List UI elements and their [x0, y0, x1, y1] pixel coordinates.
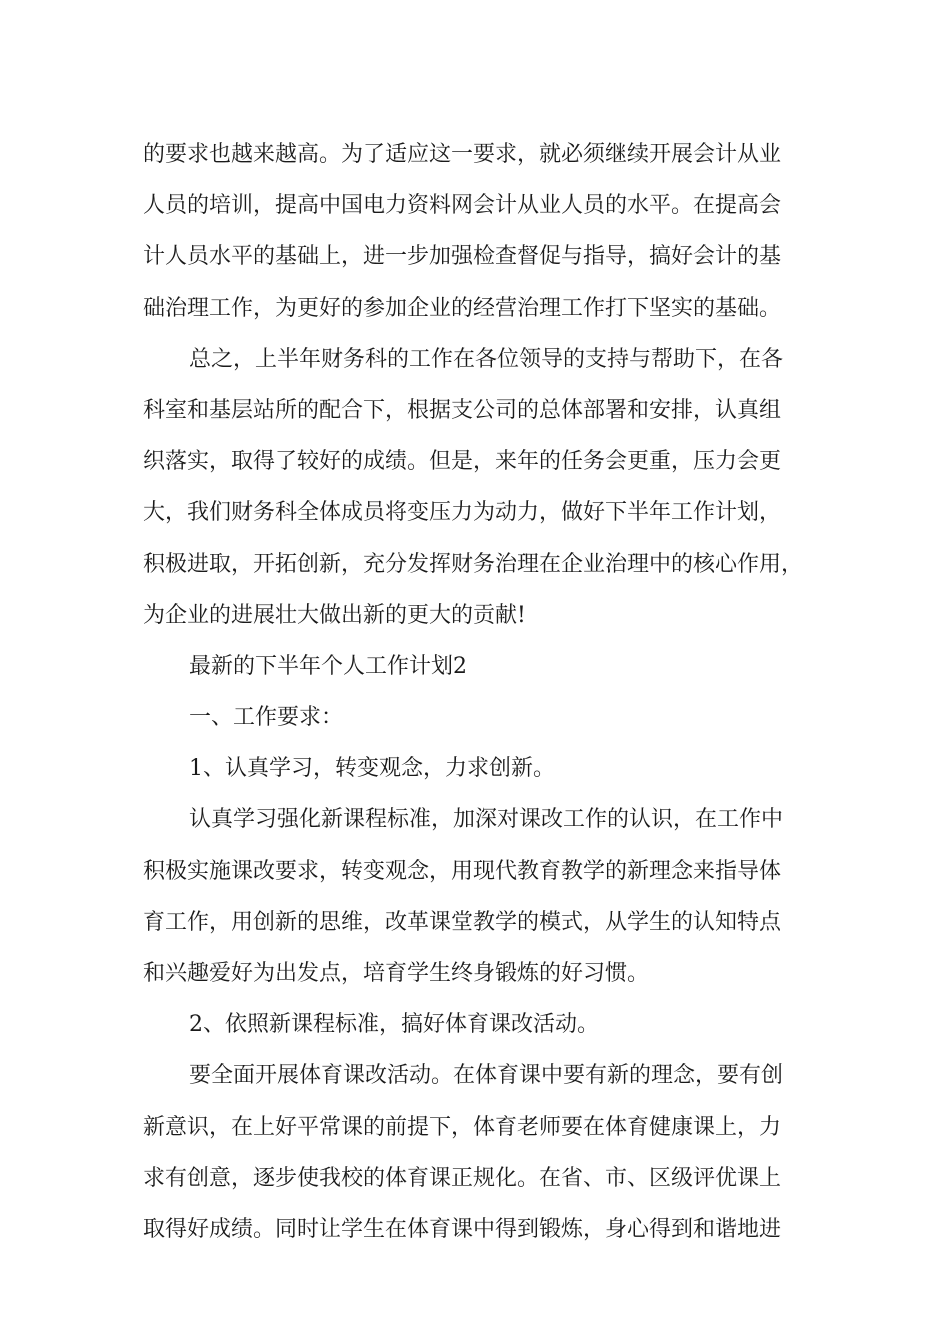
- body-line: 为企业的进展壮大做出新的更大的贡献!: [143, 602, 526, 628]
- body-line: 积极实施课改要求，转变观念，用现代教育教学的新理念来指导体: [143, 858, 782, 884]
- body-line: 和兴趣爱好为出发点，培育学生终身锻炼的好习惯。: [143, 961, 650, 986]
- body-line: 科室和基层站所的配合下，根据支公司的总体部署和安排，认真组: [143, 397, 782, 423]
- body-line: 人员的培训，提高中国电力资料网会计从业人员的水平。在提高会: [143, 193, 782, 219]
- body-line: 的要求也越来越高。为了适应这一要求，就必须继续开展会计从业: [143, 142, 782, 167]
- body-line: 育工作，用创新的思维，改革课堂教学的模式，从学生的认知特点: [143, 909, 782, 935]
- paragraph-first-line: 认真学习强化新课程标准，加深对课改工作的认识，在工作中: [189, 807, 784, 833]
- numbered-item: 2、依照新课程标准，搞好体育课改活动。: [189, 1012, 599, 1038]
- body-line: 础治理工作，为更好的参加企业的经营治理工作打下坚实的基础。: [143, 295, 782, 321]
- body-line: 织落实，取得了较好的成绩。但是，来年的任务会更重，压力会更: [143, 449, 782, 475]
- numbered-item: 1、认真学习，转变观念，力求创新。: [189, 756, 555, 782]
- body-line: 大，我们财务科全体成员将变压力为动力，做好下半年工作计划，: [143, 500, 782, 526]
- body-line: 计人员水平的基础上，进一步加强检查督促与指导，搞好会计的基: [143, 244, 782, 270]
- document-body: [143, 129, 833, 1255]
- body-line: 取得好成绩。同时让学生在体育课中得到锻炼，身心得到和谐地进: [143, 1216, 782, 1242]
- body-line: 积极进取，开拓创新，充分发挥财务治理在企业治理中的核心作用，: [143, 551, 804, 577]
- subheading: 一、工作要求：: [189, 705, 344, 731]
- body-line: 新意识，在上好平常课的前提下，体育老师要在体育健康课上，力: [143, 1114, 782, 1140]
- paragraph-first-line: 要全面开展体育课改活动。在体育课中要有新的理念，要有创: [189, 1063, 784, 1089]
- body-line: 求有创意，逐步使我校的体育课正规化。在省、市、区级评优课上: [143, 1165, 782, 1191]
- paragraph-first-line: 总之，上半年财务科的工作在各位领导的支持与帮助下，在各: [189, 346, 784, 372]
- section-heading: 最新的下半年个人工作计划2: [189, 653, 467, 679]
